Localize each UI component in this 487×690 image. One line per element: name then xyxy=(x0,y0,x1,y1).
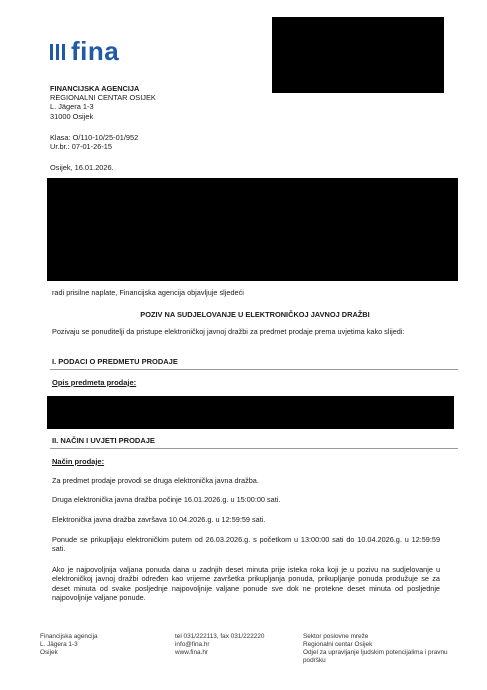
invite-paragraph: Pozivaju se ponuditelji da pristupe elektroničkoj javnoj dražbi za predmet prodaje prema uvjetima kako slijedi: xyxy=(52,327,405,336)
redacted-debtor-block xyxy=(47,178,458,281)
footer-org: Financijska agencija xyxy=(40,633,98,640)
footer-email: info@fina.hr xyxy=(175,641,210,648)
footer-regional-center: Regionalni centar Osijek xyxy=(303,641,373,648)
reference-numbers xyxy=(50,133,138,151)
logo-bars-icon xyxy=(50,42,65,60)
footer-department xyxy=(303,633,463,665)
subsection-2-heading: Način prodaje: xyxy=(52,457,105,466)
fina-logo xyxy=(50,38,119,64)
paragraph-auction-end: Elektronička javna dražba završava 10.04.2026.g. u 12:59:59 sati. xyxy=(52,515,266,524)
intro-text: radi prisilne naplate, Financijska agencija objavljuje sljedeći xyxy=(52,288,244,297)
logo-text: fina xyxy=(71,36,120,66)
redacted-item-description xyxy=(47,396,454,429)
redacted-recipient-block xyxy=(272,17,444,93)
footer-division: Odjel za upravljanje ljudskim potencijalima i pravnu podršku xyxy=(303,649,448,664)
footer-phone: tel 031/222113, fax 031/222220 xyxy=(175,633,265,640)
paragraph-auction-type: Za predmet prodaje provodi se druga elektronička javna dražba. xyxy=(52,476,259,485)
footer-sector: Sektor poslovne mreže xyxy=(303,633,369,640)
urbr-number: Ur.br.: 07-01-26-15 xyxy=(50,142,113,152)
subsection-1-heading: Opis predmeta prodaje: xyxy=(52,378,137,387)
document-title: POZIV NA SUDJELOVANJE U ELEKTRONIČKOJ JAVNOJ DRAŽBI xyxy=(140,310,370,319)
klasa-number: Klasa: O/110-10/25-01/952 xyxy=(50,133,139,142)
paragraph-extension-rule: Ako je najpovoljnija valjana ponuda dana u zadnjih deset minuta prije isteka roka koji je u pozivu na sudjelovanje u elektroničkoj javnoj dražbi određen kao vrijeme završetka prikupljanja ponuda, prikupljanje ponuda produžuje se za deset minuta od svake posljednje najpovoljnije valjane ponude sve dok ne protekne deset minuta od posljednje najpovoljnije valjane ponude. xyxy=(52,565,440,602)
footer-address xyxy=(40,633,170,657)
paragraph-auction-start: Druga elektronička javna dražba počinje 16.01.2026.g. u 15:00:00 sati. xyxy=(52,495,281,504)
paragraph-bid-period: Ponude se prikupljaju elektroničkim putem od 26.03.2026.g. s početkom u 13:00:00 sati do 10.04.2026.g. u 12:59:59 sati. xyxy=(52,535,440,554)
sender-address xyxy=(50,84,156,121)
footer-street: L. Jägera 1-3 xyxy=(40,641,78,648)
footer-website: www.fina.hr xyxy=(175,649,209,656)
org-unit: REGIONALNI CENTAR OSIJEK xyxy=(50,93,156,103)
footer-contact xyxy=(175,633,300,657)
section-2-heading: II. NAČIN I UVJETI PRODAJE xyxy=(52,436,155,445)
section-1-heading: I. PODACI O PREDMETU PRODAJE xyxy=(52,357,178,366)
org-name: FINANCIJSKA AGENCIJA xyxy=(50,84,140,93)
place-date: Osijek, 16.01.2026. xyxy=(50,163,114,172)
divider xyxy=(50,369,458,370)
footer-city: Osijek xyxy=(40,649,58,656)
org-street: L. Jägera 1-3 xyxy=(50,102,94,112)
org-city: 31000 Osijek xyxy=(50,111,94,121)
divider xyxy=(50,448,458,449)
